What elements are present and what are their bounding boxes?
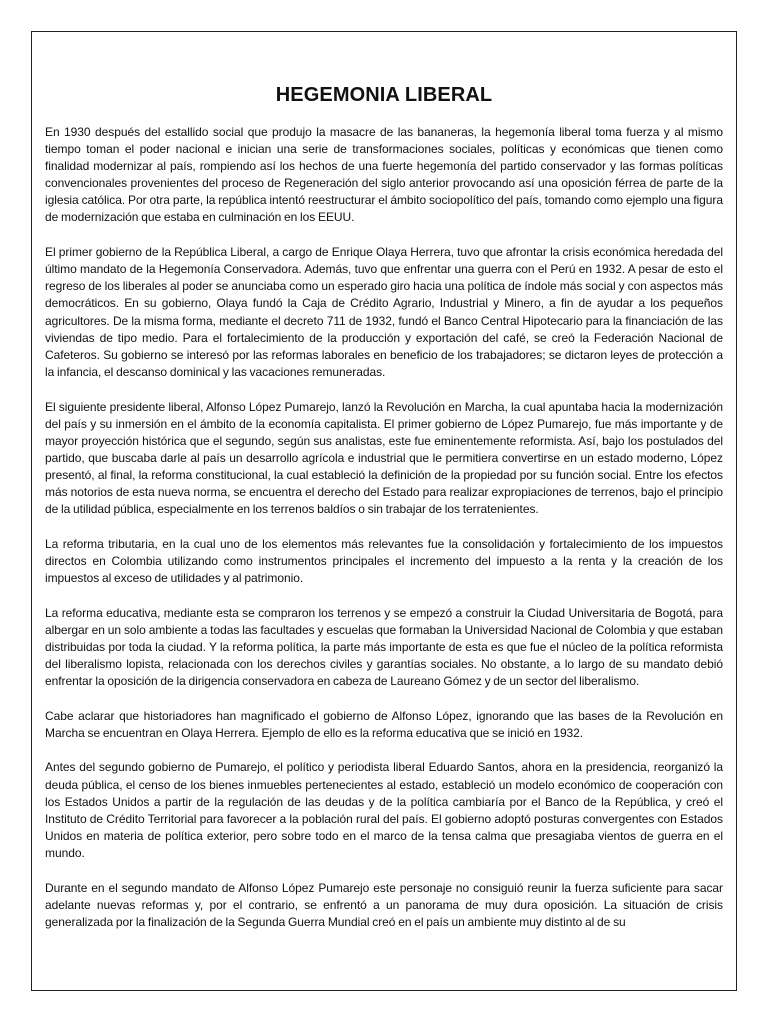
document-page [31,31,737,991]
document-body [45,124,723,949]
paragraph-5: La reforma educativa, mediante esta se compraron los terrenos y se empezó a construir la Ciudad Universitaria de Bogotá, para albergar en un solo ambiente a todas las facultades y escuelas que formaban la Universidad Nacional de Colombia y que estaban distribuidas por toda la ciudad. Y la reforma política, la parte más importante de esta es que fue el núcleo de la política reformista del liberalismo lopista, relacionada con los derechos civiles y garantías sociales. No obstante, a lo largo de su mandato debió enfrentar la oposición de la dirigencia conservadora en cabeza de Laureano Gómez y de un sector del liberalismo. [45,605,723,688]
paragraph-3: El siguiente presidente liberal, Alfonso López Pumarejo, lanzó la Revolución en Marcha, la cual apuntaba hacia la modernización del país y su inmersión en el ámbito de la economía capitalista. El primer gobierno de López Pumarejo, fue más importante y de mayor proyección histórica que el segundo, según sus analistas, este fue eminentemente reformista. Así, bajo los postulados del partido, que buscaba darle al país un desarrollo agrícola e industrial que le permitiera convertirse en un estado moderno, López presentó, al final, la reforma constitucional, la cual estableció la definición de la propiedad por su función social. Entre los efectos más notorios de esta nueva norma, se encuentra el derecho del Estado para realizar expropiaciones de terrenos, bajo el principio de la utilidad pública, especialmente en los terrenos baldíos o sin trabajar de los terratenientes. [45,399,723,517]
document-title: HEGEMONIA LIBERAL [275,84,493,106]
paragraph-7: Antes del segundo gobierno de Pumarejo, el político y periodista liberal Eduardo Santos, ahora en la presidencia, reorganizó la deuda pública, el censo de los bienes inmuebles pertenecientes al estado, estableció un modelo económico de cooperación con los Estados Unidos a partir de la regulación de las deudas y de la política cambiaría por el Banco de la República, y creó el Instituto de Crédito Territorial para favorecer a la población rural del país. El gobierno adoptó posturas convergentes con Estados Unidos en materia de política exterior, pero sobre todo en el marco de la tensa calma que presagiaba vientos de guerra en el mundo. [45,760,723,860]
paragraph-1: En 1930 después del estallido social que produjo la masacre de las bananeras, la hegemonía liberal toma fuerza y al mismo tiempo toman el poder nacional e inician una serie de transformaciones sociales, políticas y económicas que tienen como finalidad modernizar al país, rompiendo así los hechos de una fuerte hegemonía del partido conservador y las formas políticas convencionales provenientes del proceso de Regeneración del siglo anterior provocando así una oposición férrea de parte de la iglesia católica. Por otra parte, la república intentó reestructurar el ámbito sociopolítico del país, tomando como ejemplo una figura de modernización que estaba en culminación en los EEUU. [45,125,723,225]
paragraph-6: Cabe aclarar que historiadores han magnificado el gobierno de Alfonso López, ignorando que las bases de la Revolución en Marcha se encuentran en Olaya Herrera. Ejemplo de ello es la reforma educativa que se inició en 1932. [45,708,723,740]
paragraph-4: La reforma tributaria, en la cual uno de los elementos más relevantes fue la consolidación y fortalecimiento de los impuestos directos en Colombia utilizando como instrumentos principales el incremento del impuesto a la renta y la creación de los impuestos al exceso de utilidades y al patrimonio. [45,536,723,585]
paragraph-8: Durante en el segundo mandato de Alfonso López Pumarejo este personaje no consiguió reunir la fuerza suficiente para sacar adelante nuevas reformas y, por el contrario, se enfrentó a un panorama de muy dura oposición. La situación de crisis generalizada por la finalización de la Segunda Guerra Mundial creó en el país un ambiente muy distinto al de su [45,880,723,929]
paragraph-2: El primer gobierno de la República Liberal, a cargo de Enrique Olaya Herrera, tuvo que afrontar la crisis económica heredada del último mandato de la Hegemonía Conservadora. Además, tuvo que enfrentar una guerra con el Perú en 1932. A pesar de esto el regreso de los liberales al poder se anunciaba como un esperado giro hacia una política de índole más social y con aspectos más democráticos. En su gobierno, Olaya fundó la Caja de Crédito Agrario, Industrial y Minero, a fin de ayudar a los pequeños agricultores. De la misma forma, mediante el decreto 711 de 1932, fundó el Banco Central Hipotecario para la financiación de las viviendas de tipo medio. Para el fortalecimiento de la producción y exportación del café, se creó la Federación Nacional de Cafeteros. Su gobierno se interesó por las reformas laborales en beneficio de los trabajadores; se dictaron leyes de protección a la infancia, el descanso dominical y las vacaciones remuneradas. [45,245,723,379]
